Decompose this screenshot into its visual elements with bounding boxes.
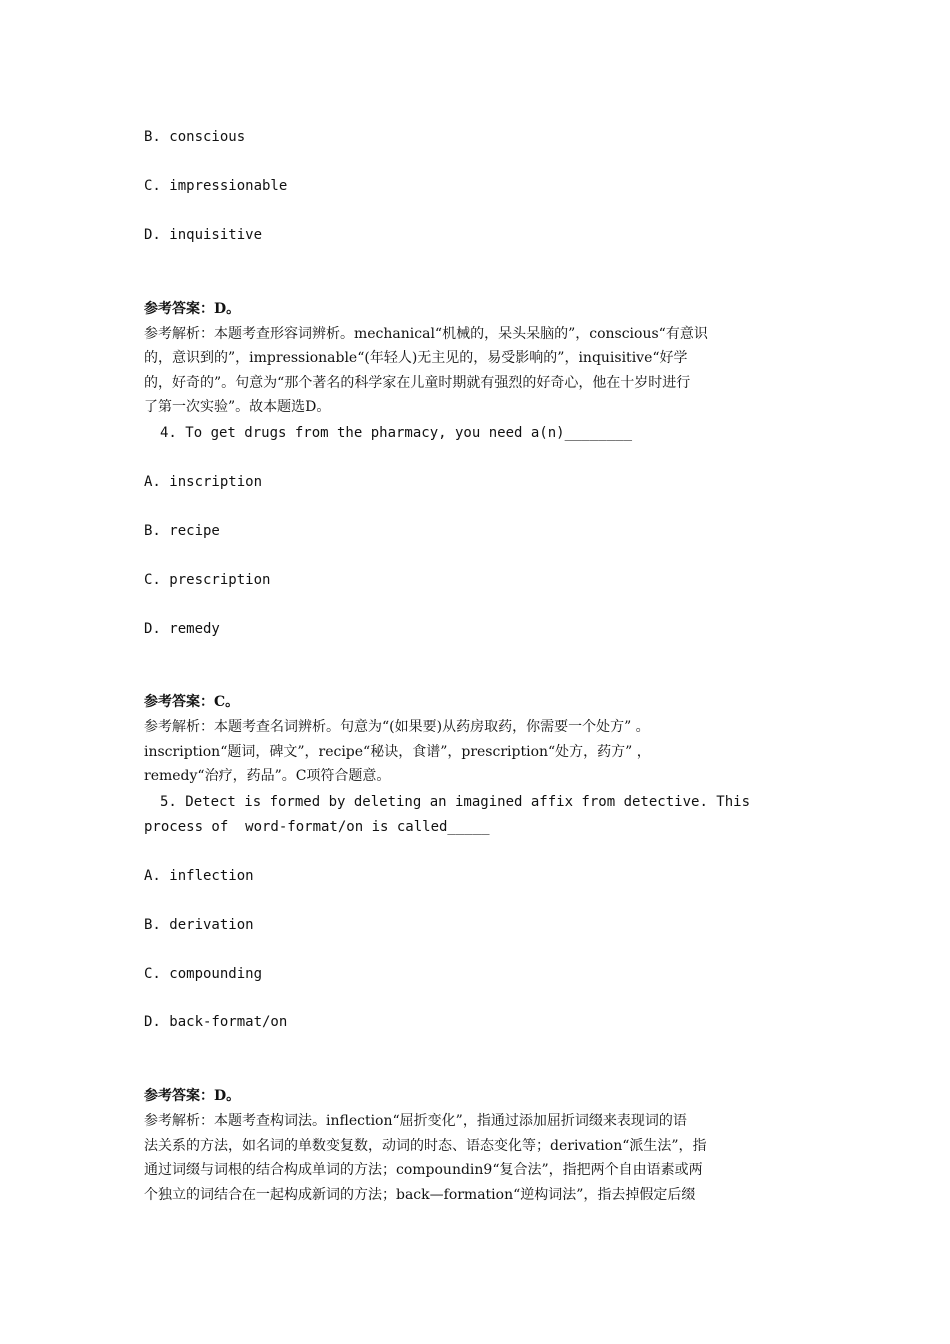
- q4-option-b: B. recipe: [144, 523, 220, 539]
- q4-analysis-line: remedy“治疗，药品”。C项符合题意。: [144, 768, 391, 784]
- q5-answer: 参考答案：D。: [144, 1088, 241, 1104]
- q5-analysis-line: 个独立的词结合在一起构成新词的方法；back—formation“逆构词法”，指去掉假定后缀: [144, 1187, 696, 1203]
- q5-stem-line: process of word-format/on is called_____: [144, 819, 490, 835]
- q5-stem-line: 5. Detect is formed by deleting an imagined affix from detective. This: [160, 794, 751, 810]
- q5-option-c: C. compounding: [144, 966, 263, 982]
- q4-stem: 4. To get drugs from the pharmacy, you need a(n)________: [160, 425, 633, 441]
- q4-option-a: A. inscription: [144, 474, 263, 490]
- q3-analysis-line: 的，好奇的”。句意为“那个著名的科学家在儿童时期就有强烈的好奇心，他在十岁时进行: [144, 375, 691, 391]
- q5-analysis-line: 通过词缀与词根的结合构成单词的方法；compoundin9“复合法”，指把两个自由语素或两: [144, 1162, 703, 1178]
- q3-option-b: B. conscious: [144, 129, 246, 145]
- q4-analysis-line: 参考解析：本题考查名词辨析。句意为“(如果要)从药房取药，你需要一个处方” 。: [144, 719, 650, 735]
- q5-analysis-line: 参考解析：本题考查构词法。inflection“屈折变化”，指通过添加屈折词缀来表现词的语: [144, 1113, 687, 1129]
- q4-analysis-line: inscription“题词，碑文”，recipe“秘诀，食谱”，prescription“处方，药方” ，: [144, 744, 651, 760]
- q3-analysis-line: 参考解析：本题考查形容词辨析。mechanical“机械的，呆头呆脑的”，conscious“有意识: [144, 326, 708, 342]
- q3-analysis-line: 了第一次实验”。故本题选D。: [144, 399, 331, 415]
- q4-option-d: D. remedy: [144, 621, 220, 637]
- q4-option-c: C. prescription: [144, 572, 271, 588]
- q4-answer: 参考答案：C。: [144, 694, 240, 710]
- q5-option-a: A. inflection: [144, 868, 254, 884]
- q5-analysis-line: 法关系的方法，如名词的单数变复数，动词的时态、语态变化等；derivation“派生法”，指: [144, 1138, 707, 1154]
- q3-option-d: D. inquisitive: [144, 227, 263, 243]
- q5-option-b: B. derivation: [144, 917, 254, 933]
- q5-option-d: D. back-format/on: [144, 1014, 288, 1030]
- q3-analysis-line: 的，意识到的”，impressionable“(年轻人)无主见的，易受影响的”，inquisitive“好学: [144, 350, 688, 366]
- q3-option-c: C. impressionable: [144, 178, 288, 194]
- q3-answer: 参考答案：D。: [144, 301, 241, 317]
